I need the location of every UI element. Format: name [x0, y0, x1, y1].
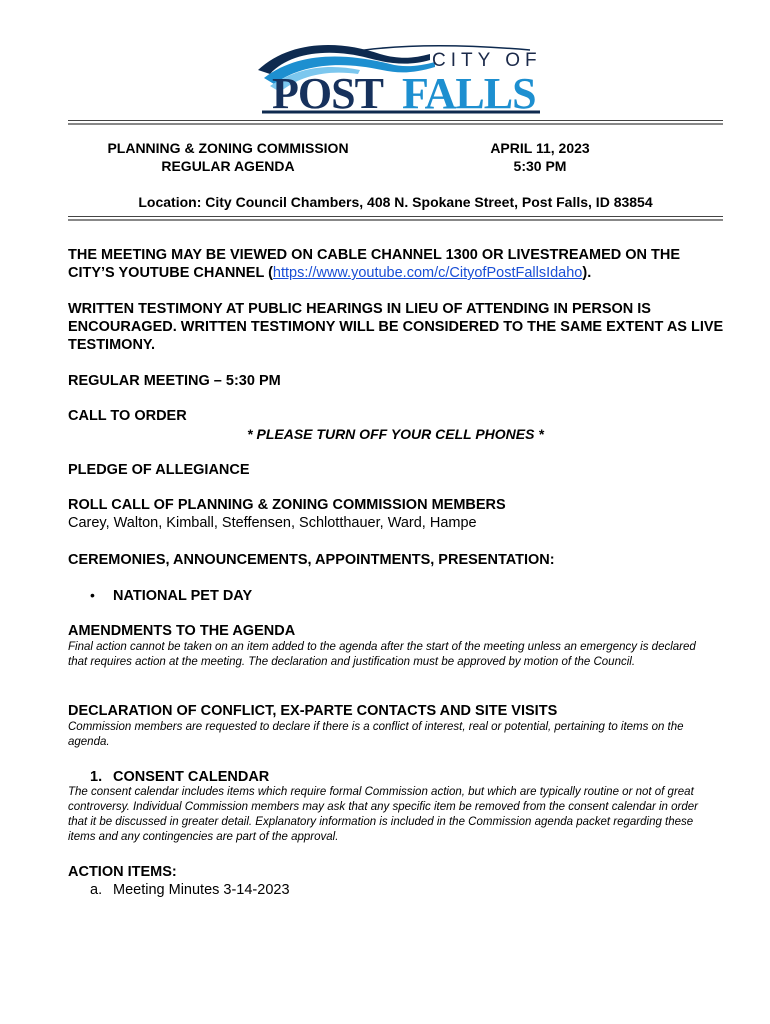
meeting-location: Location: City Council Chambers, 408 N. Spokane Street, Post Falls, ID 83854 [138, 194, 653, 210]
youtube-link[interactable]: https://www.youtube.com/c/CityofPostFallsIdaho [272, 265, 583, 281]
ceremony-item: NATIONAL PET DAY [113, 588, 253, 604]
regular-meeting-heading: REGULAR MEETING – 5:30 PM [68, 373, 281, 389]
livestream-text: THE MEETING MAY BE VIEWED ON CABLE CHANNEL 1300 OR LIVESTREAMED ON THE CITY’S YOUTUBE CHANNEL ( [68, 247, 681, 281]
header-left [88, 139, 368, 175]
cell-phone-notice: * PLEASE TURN OFF YOUR CELL PHONES * [247, 426, 544, 442]
action-item-letter: a. [90, 882, 103, 898]
roll-call-heading: ROLL CALL OF PLANNING & ZONING COMMISSION MEMBERS [68, 497, 506, 513]
ceremonies-heading: CEREMONIES, ANNOUNCEMENTS, APPOINTMENTS, PRESENTATION: [68, 552, 555, 568]
commission-members: Carey, Walton, Kimball, Steffensen, Schlotthauer, Ward, Hampe [68, 515, 477, 531]
call-to-order-heading: CALL TO ORDER [68, 408, 187, 424]
amendments-description: Final action cannot be taken on an item added to the agenda after the start of the meeting unless an emergency is declared that requires action at the meeting. The declaration and justification must be approved by motion of the Council. [68, 641, 696, 668]
action-items-heading: ACTION ITEMS: [68, 864, 177, 880]
meeting-time: 5:30 PM [513, 158, 567, 174]
logo-city-of: CITY OF [432, 50, 542, 71]
consent-number: 1. [90, 769, 103, 785]
action-item-minutes: Meeting Minutes 3-14-2023 [113, 882, 290, 898]
agenda-type: REGULAR AGENDA [161, 158, 295, 174]
logo-post: POST [272, 69, 383, 118]
meeting-date: APRIL 11, 2023 [490, 140, 590, 156]
top-divider [68, 120, 723, 125]
city-logo [250, 40, 550, 118]
ceremony-bullet: • [90, 587, 95, 603]
logo-falls: FALLS [402, 69, 536, 118]
conflict-heading: DECLARATION OF CONFLICT, EX-PARTE CONTACTS AND SITE VISITS [68, 703, 558, 719]
header-divider [68, 216, 723, 221]
header-right [470, 139, 610, 175]
written-testimony-notice: WRITTEN TESTIMONY AT PUBLIC HEARINGS IN LIEU OF ATTENDING IN PERSON IS ENCOURAGED. WRITTEN TESTIMONY WILL BE CONSIDERED TO THE SAME EXTENT AS LIVE TESTIMONY. [68, 301, 724, 353]
consent-description: The consent calendar includes items which require formal Commission action, but which are typically routine or not of great controversy. Individual Commission members may ask that any specific item be removed from the consent calendar in order that it be discussed in greater detail. Explanatory information is included in the Commission agenda packet regarding these items and any contingencies are part of the approval. [68, 786, 698, 843]
conflict-description: Commission members are requested to declare if there is a conflict of interest, real or potential, pertaining to items on the agenda. [68, 721, 684, 748]
livestream-notice [68, 246, 728, 282]
consent-heading: CONSENT CALENDAR [113, 769, 270, 785]
commission-title: PLANNING & ZONING COMMISSION [107, 140, 349, 156]
livestream-suffix: ). [582, 265, 592, 281]
amendments-heading: AMENDMENTS TO THE AGENDA [68, 623, 296, 639]
pledge-heading: PLEDGE OF ALLEGIANCE [68, 462, 250, 478]
